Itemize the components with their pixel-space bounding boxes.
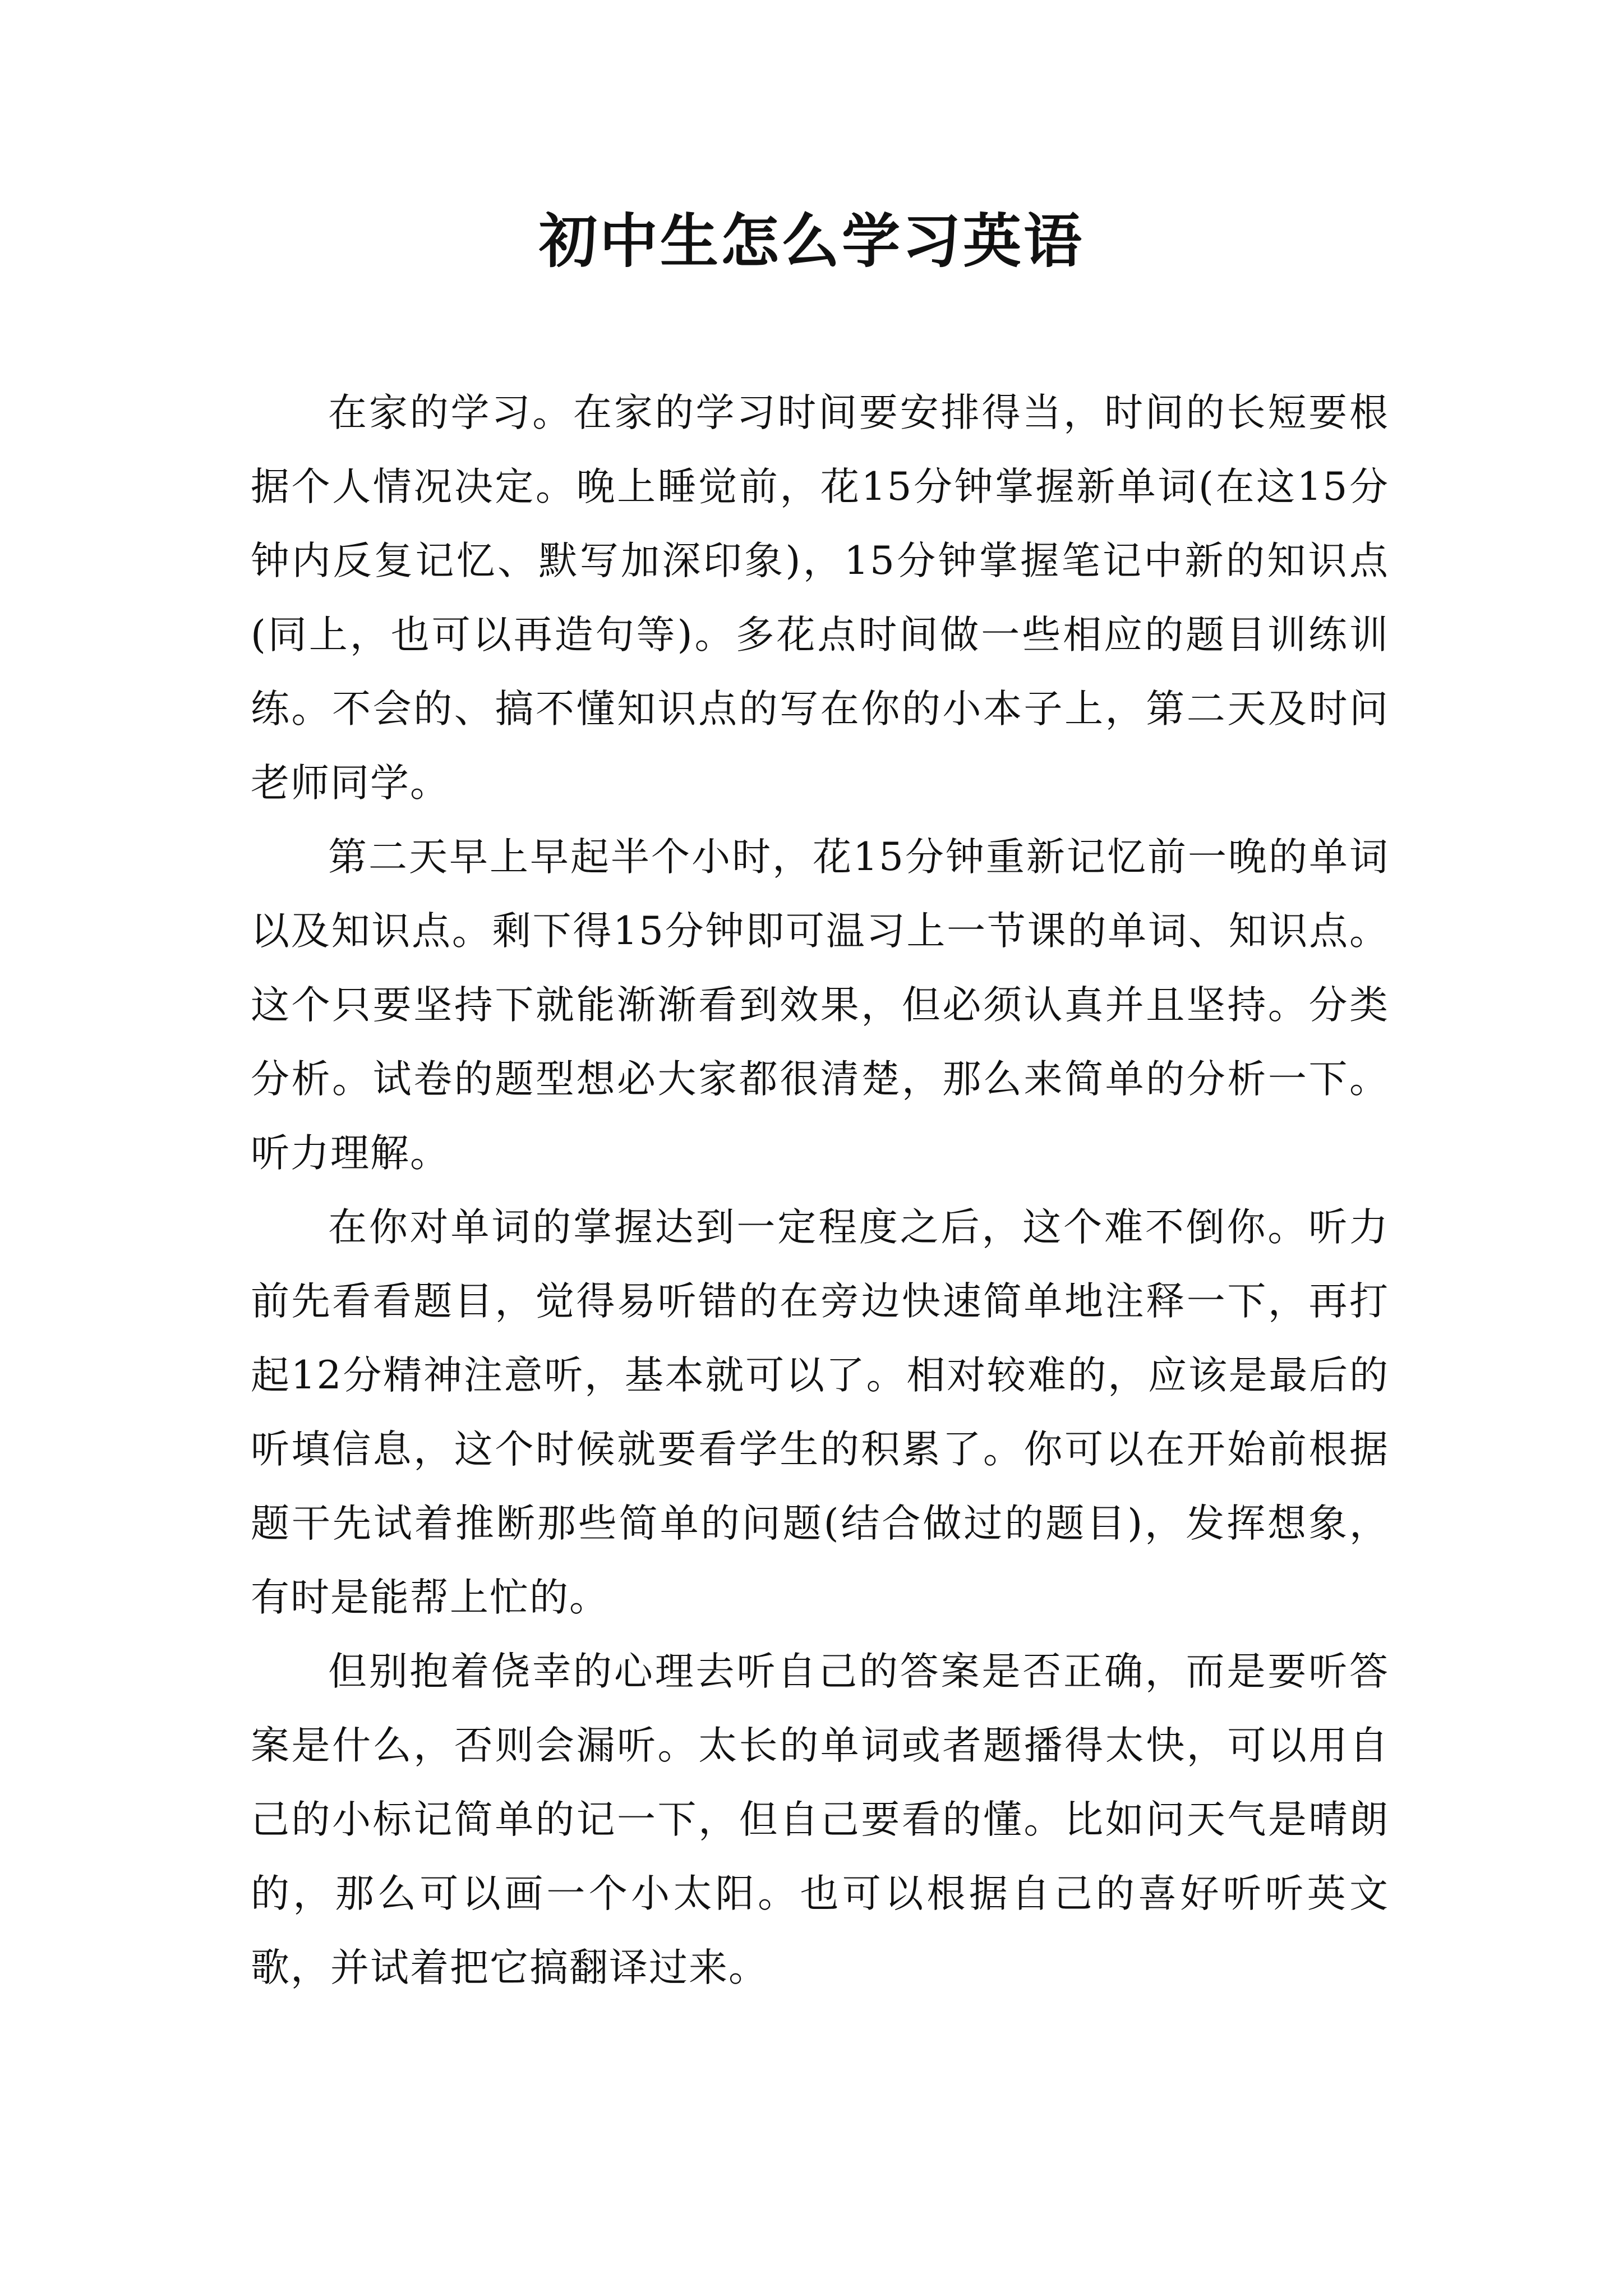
paragraph-1: 在家的学习。在家的学习时间要安排得当，时间的长短要根据个人情况决定。晚上睡觉前，花15分钟掌握新单词(在这15分钟内反复记忆、默写加深印象)，15分钟掌握笔记中新的知识点(同上，也可以再造句等)。多花点时间做一些相应的题目训练训练。不会的、搞不懂知识点的写在你的小本子上，第二天及时问老师同学。 <box>251 390 1389 806</box>
document-title: 初中生怎么学习英语 <box>538 206 1084 275</box>
paragraph-3: 在你对单词的掌握达到一定程度之后，这个难不倒你。听力前先看看题目，觉得易听错的在旁边快速简单地注释一下，再打起12分精神注意听，基本就可以了。相对较难的，应该是最后的听填信息，这个时候就要看学生的积累了。你可以在开始前根据题干先试着推断那些简单的问题(结合做过的题目)，发挥想象，有时是能帮上忙的。 <box>251 1205 1389 1620</box>
paragraph-2: 第二天早上早起半个小时，花15分钟重新记忆前一晚的单词以及知识点。剩下得15分钟即可温习上一节课的单词、知识点。这个只要坚持下就能渐渐看到效果，但必须认真并且坚持。分类分析。试卷的题型想必大家都很清楚，那么来简单的分析一下。听力理解。 <box>251 835 1389 1176</box>
paragraph-4: 但别抱着侥幸的心理去听自己的答案是否正确，而是要听答案是什么，否则会漏听。太长的单词或者题播得太快，可以用自己的小标记简单的记一下，但自己要看的懂。比如问天气是晴朗的，那么可以画一个小太阳。也可以根据自己的喜好听听英文歌，并试着把它搞翻译过来。 <box>251 1649 1389 1990</box>
document-body <box>251 376 1389 2005</box>
